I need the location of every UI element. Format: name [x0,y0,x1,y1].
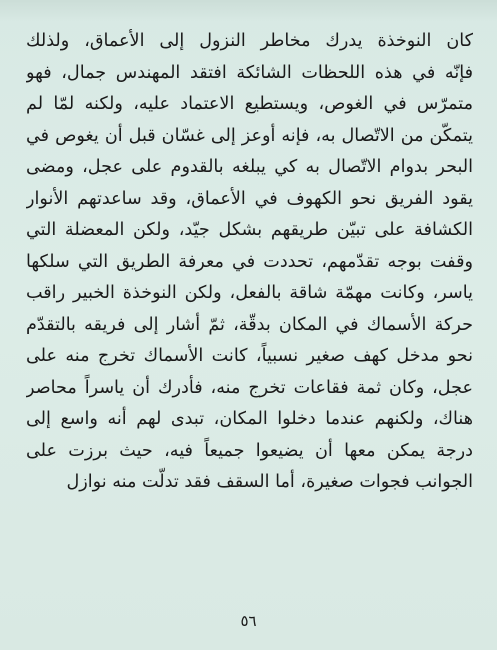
text-line: يتمكّن من الاتّصال به، فإنه أوعز إلى غسّان قبل أن يغوص في [26,125,473,146]
text-line: البحر بدوام الاتّصال به كي يبلغه بالقدوم على عجل، ومضى [26,157,473,177]
body-text [26,26,473,499]
text-line: فإنّه في هذه اللحظات الشائكة افتقد المهندس جمال، فهو [26,62,473,83]
text-line: وقفت بوجه تقدّمهم، تحددت في معرفة الطريق التي سلكها [26,251,473,272]
top-edge-shadow [0,0,497,22]
text-line: درجة يمكن معها أن يضيعوا جميعاً فيه، حيث برزت على [26,440,473,461]
text-line: نحو مدخل كهف صغير نسبياً، كانت الأسماك تخرج منه على [26,346,473,366]
text-line: الجوانب فجوات صغيرة، أما السقف فقد تدلّت منه نوازل [66,472,473,492]
text-line: حركة الأسماك في المكان بدقّة، ثمّ أشار إلى فريقه بالتقدّم [26,314,473,335]
page-number: ٥٦ [240,612,257,630]
text-line: عجل، وكان ثمة فقاعات تخرج منه، فأدرك أن ياسراً محاصر [26,377,473,398]
text-line: ياسر، وكانت مهمّة شاقة بالفعل، ولكن النوخذة الخبير راقب [26,283,473,303]
text-line: متمرّس في الغوص، ويستطيع الاعتماد عليه، ولكنه لمّا لم [26,94,473,114]
text-line: هناك، ولكنهم عندما دخلوا المكان، تبدى لهم أنه واسع إلى [26,409,473,429]
text-line: الكشافة على تبيّن طريقهم بشكل جيّد، ولكن المعضلة التي [26,220,473,240]
text-line: يقود الفريق نحو الكهوف في الأعماق، وقد ساعدتهم الأنوار [26,188,473,209]
text-line: كان النوخذة يدرك مخاطر النزول إلى الأعماق، ولذلك [26,31,473,51]
